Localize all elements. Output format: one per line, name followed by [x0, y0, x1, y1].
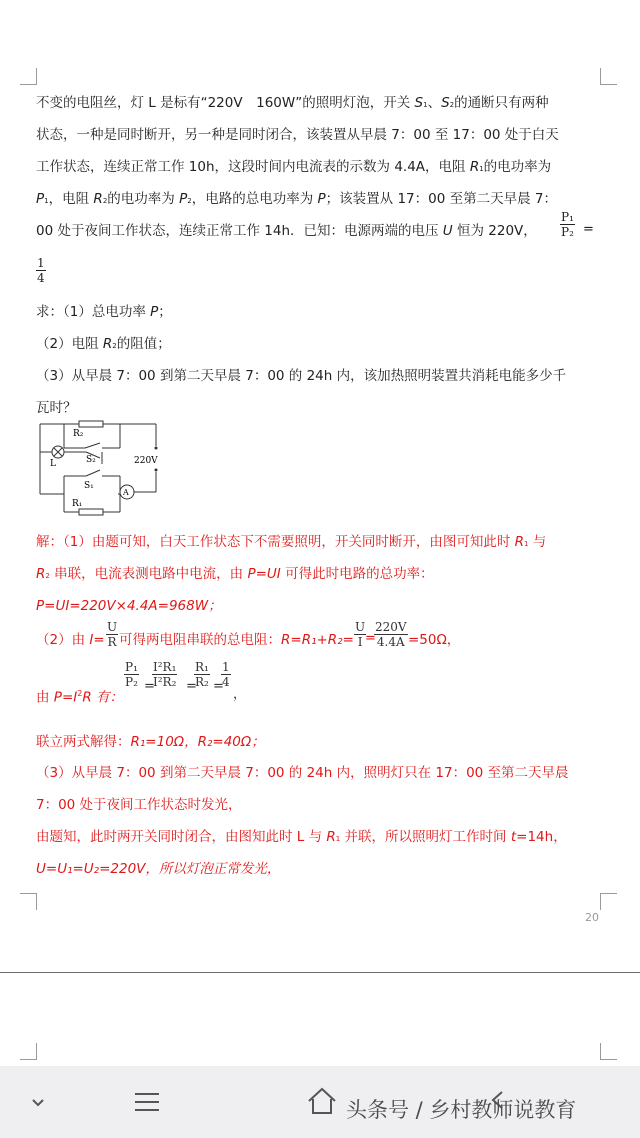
formula: I=: [89, 632, 105, 648]
terminal-bottom: [155, 469, 158, 472]
solution-line-7: [36, 764, 569, 782]
label-voltage: 220V: [134, 456, 158, 466]
fraction-denominator: 4: [222, 675, 230, 689]
corner-mark-top-left: [20, 68, 37, 85]
fraction-220-over-44: [374, 620, 408, 649]
var-s: S: [414, 95, 424, 111]
label-s1: S₁: [84, 481, 94, 491]
fraction-numerator: R₁: [195, 660, 209, 674]
text-span: 、: [427, 95, 442, 111]
corner-mark-top-right: [600, 68, 617, 85]
solution-line-2: [36, 565, 434, 585]
text-span: 解：（1）由题可知，白天工作状态下不需要照明，开关同时断开，由图可知此时: [36, 534, 515, 550]
label-lamp: L: [50, 459, 56, 469]
page-number: 20: [585, 911, 599, 924]
text-span: 由题知，此时两开关同时闭合，由图知此时 L 与: [36, 829, 327, 845]
superscript: 2: [77, 689, 83, 698]
solution-line-8: [36, 796, 242, 814]
text-span: ，电路的总电功率为: [191, 191, 318, 207]
solution-line-1: [36, 533, 546, 553]
terminal-top: [155, 447, 158, 450]
problem-line-2: [36, 126, 559, 144]
collapse-button[interactable]: [28, 1092, 48, 1116]
text-span: （2）电阻: [36, 336, 103, 352]
var-r: R: [326, 829, 336, 845]
text-span: 可得此时电路的总功率：: [280, 566, 434, 582]
text-span: ；: [158, 304, 172, 320]
text-span: 00 处于夜间工作状态，连续正常工作 14h．已知：电源两端的电压: [36, 223, 443, 239]
fraction-numerator: U: [107, 620, 118, 634]
resistor-r1: [79, 509, 103, 515]
text-span: 状态，一种是同时断开，另一种是同时闭合，该装置从早晨 7：00 至 17：00 处于白天: [36, 127, 559, 143]
solution-line-6: [36, 733, 265, 751]
var-r: R: [469, 159, 480, 175]
text-span: （2）由: [36, 632, 90, 648]
fraction-denominator: P₂: [125, 675, 138, 689]
label-ammeter: A: [123, 488, 129, 497]
question-3: [36, 367, 566, 385]
resistor-r2: [79, 421, 103, 427]
text-span: 不变的电阻丝，灯 L 是标有“220V 160W”的照明灯泡，开关: [36, 95, 415, 111]
equals-sign: =: [583, 222, 594, 237]
text-span: 串联，电流表测电路中电流，由: [49, 566, 248, 582]
var-r: R: [36, 566, 46, 582]
var-p: P: [179, 191, 188, 207]
solution-line-3: [36, 597, 222, 615]
text-span: （3）从早晨 7：00 到第二天早晨 7：00 的 24h 内，照明灯只在 17：00 至第二天早晨: [36, 765, 569, 781]
fraction-numerator: U: [355, 620, 366, 634]
text-span: 的电功率为: [107, 191, 180, 207]
label-r1: R₁: [72, 499, 83, 509]
solution-line-10: [36, 860, 280, 878]
text-span: 可得两电阻串联的总电阻：: [119, 632, 281, 648]
question-2: [36, 335, 171, 355]
text-span: 恒为 220V，: [452, 223, 537, 239]
home-icon: [306, 1086, 338, 1116]
text-span: 的阻值；: [116, 336, 171, 352]
formula: R=R₁+R₂=: [281, 632, 354, 648]
fraction-one-quarter: [221, 660, 231, 689]
solution-line-4b: [119, 631, 354, 649]
equals-sign: =: [144, 679, 155, 694]
var-r: R: [93, 191, 103, 207]
equals-sign: =: [186, 679, 197, 694]
subscript: 1: [335, 835, 341, 843]
text-span: 的电功率为: [483, 159, 552, 175]
problem-line-5: [36, 222, 537, 240]
subscript: 1: [524, 540, 529, 548]
fraction-denominator: R₂: [195, 675, 209, 689]
equals-sign: =: [365, 631, 376, 646]
subscript: 1: [479, 165, 484, 173]
fraction-u-over-r: [106, 620, 118, 649]
subscript: 2: [102, 197, 108, 205]
solution-line-9: [36, 828, 567, 848]
fraction-denominator: 4: [37, 271, 45, 285]
subscript: 2: [112, 342, 117, 350]
fraction-denominator: I: [357, 635, 363, 649]
corner-mark-next-page-right: [600, 1043, 617, 1060]
subscript: 2: [187, 197, 192, 205]
var-s: S: [441, 95, 450, 111]
formula: R₁=10Ω，: [130, 734, 198, 750]
var-p: P: [150, 304, 159, 320]
menu-icon: [132, 1090, 162, 1114]
equals-sign: =: [213, 679, 224, 694]
formula: P=I: [53, 689, 78, 706]
text-span: ；该装置从 17：00 至第二天早晨 7：: [325, 191, 557, 207]
menu-button[interactable]: [132, 1090, 162, 1118]
chevron-down-icon: [28, 1092, 48, 1112]
page-separator: [0, 972, 640, 973]
circuit-diagram: [30, 418, 170, 520]
text-span: 联立两式解得：: [36, 734, 131, 750]
text-span: 的通断只有两种: [454, 95, 549, 111]
fraction-numerator: P₁: [125, 660, 138, 674]
solution-line-4c: [408, 631, 460, 649]
problem-line-4: [36, 190, 557, 210]
text-span: P=UI=220V×4.4A=968W；: [36, 598, 222, 614]
var-u: U: [442, 223, 453, 239]
problem-line-1: [36, 94, 549, 114]
watermark-text: 头条号 / 乡村教师说教育: [346, 1098, 577, 1122]
text-span: =14h，: [516, 829, 567, 845]
var-r: R: [102, 336, 113, 352]
fraction-denominator: I²R₂: [153, 675, 177, 689]
subscript: 2: [449, 101, 455, 109]
solution-line-4: [36, 631, 105, 649]
formula: P=UI: [247, 566, 281, 582]
text-span: 7：00 处于夜间工作状态时发光，: [36, 797, 242, 813]
fraction-i2r1-over-i2r2: [152, 660, 177, 689]
text-span: 由: [36, 689, 54, 706]
corner-mark-next-page-left: [20, 1043, 37, 1060]
text-span: 与: [528, 534, 547, 550]
var-p: P: [317, 191, 326, 207]
text-span: 瓦时？: [36, 400, 77, 416]
text-span: 并联，所以照明灯工作时间: [340, 829, 511, 845]
solution-line-5: [36, 685, 123, 707]
var-t: t: [510, 829, 517, 845]
formula: R 有：: [82, 689, 123, 706]
subscript: 2: [45, 572, 50, 580]
fraction-denominator: P₂: [561, 225, 574, 239]
subscript: 1: [423, 101, 428, 109]
corner-mark-bottom-right: [600, 893, 617, 910]
comma: ，: [233, 687, 247, 702]
text-span: 工作状态，连续正常工作 10h，这段时间内电流表的示数为 4.4A，电阻: [36, 159, 470, 175]
ratio-fraction: [560, 210, 575, 239]
switch-s1: [86, 470, 100, 476]
fraction-numerator: P₁: [561, 210, 574, 224]
fraction-numerator: 1: [222, 660, 230, 674]
text-span: 求：（1）总电功率: [36, 304, 151, 320]
fraction-numerator: 1: [37, 256, 45, 270]
fraction-numerator: 220V: [375, 620, 407, 634]
subscript: 1: [44, 197, 49, 205]
fraction-p1-over-p2: [124, 660, 139, 689]
text-span: =50Ω，: [408, 632, 461, 648]
var-r: R: [514, 534, 525, 550]
ratio-value-fraction: [36, 256, 46, 285]
label-r2: R₂: [73, 429, 84, 439]
text-span: ，电阻: [48, 191, 94, 207]
question-intro: [36, 303, 172, 321]
var-p: P: [36, 191, 45, 207]
fraction-r1-over-r2: [194, 660, 210, 689]
question-3-end: [36, 399, 77, 417]
home-button[interactable]: [306, 1086, 338, 1120]
fraction-denominator: R: [107, 635, 117, 649]
problem-line-3: [36, 158, 551, 178]
fraction-numerator: I²R₁: [153, 660, 177, 674]
corner-mark-bottom-left: [20, 893, 37, 910]
switch-s2: [85, 443, 100, 448]
text-span: （3）从早晨 7：00 到第二天早晨 7：00 的 24h 内，该加热照明装置共消耗电能多少千: [36, 368, 567, 384]
text-span: U=U₁=U₂=220V，所以灯泡正常发光，: [36, 861, 281, 877]
fraction-denominator: 4.4A: [376, 635, 405, 649]
label-s2: S₂: [86, 455, 96, 465]
formula: R₂=40Ω；: [197, 734, 265, 750]
